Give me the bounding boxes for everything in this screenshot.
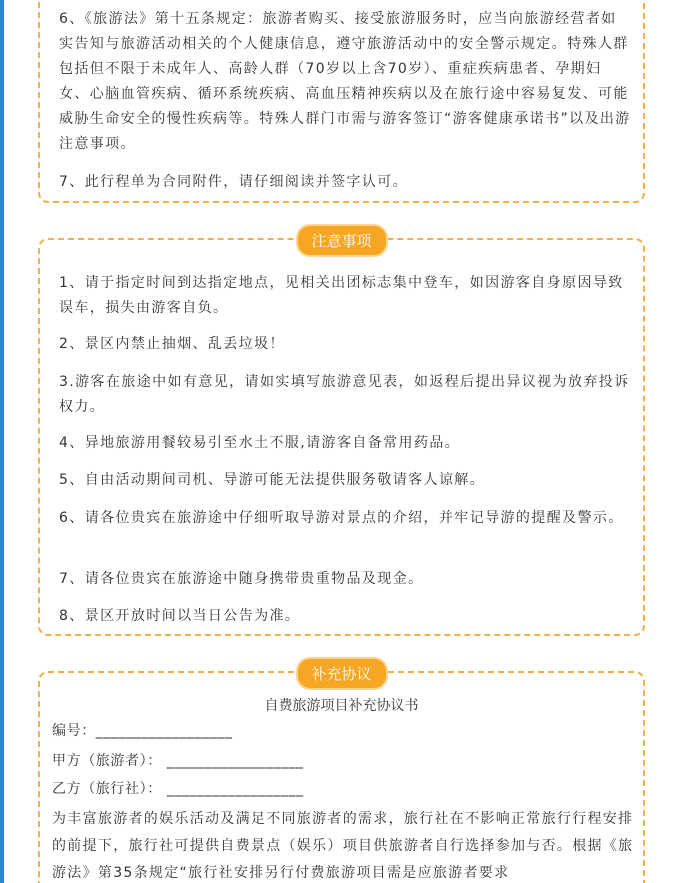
precaution-item-4: 4、异地旅游用餐较易引至水土不服,请游客自备常用药品。 xyxy=(59,435,461,451)
health-notice-panel xyxy=(38,0,645,203)
precaution-item-7: 7、请各位贵宾在旅游途中随身携带贵重物品及现金。 xyxy=(59,571,424,587)
precaution-item-6: 6、请各位贵宾在旅游途中仔细听取导游对景点的介绍，并牢记导游的提醒及警示。 xyxy=(59,510,624,526)
supplementary-agreement-panel xyxy=(38,665,645,883)
precaution-item-1: 1、请于指定时间到达指定地点，见相关出团标志集中登车，如因游客自身原因导致误车，损失由游客自负。 xyxy=(59,275,624,316)
precaution-item-2: 2、景区内禁止抽烟、乱丢垃圾！ xyxy=(59,336,285,352)
left-accent-stripe xyxy=(0,0,4,883)
precaution-item-5: 5、自由活动期间司机、导游可能无法提供服务敬请客人谅解。 xyxy=(59,472,486,488)
agreement-body: 为丰富旅游者的娱乐活动及满足不同旅游者的需求，旅行社在不影响正常旅行行程安排的前提下，旅行社可提供自费景点（娱乐）项目供旅游者自行选择参加与否。根据《旅游法》第35条规定“旅行社安排另行付费旅游项目需是应旅游者要求 xyxy=(52,811,634,881)
notice-item-6: 6、《旅游法》第十五条规定：旅游者购买、接受旅游服务时，应当向旅游经营者如实告知与旅游活动相关的个人健康信息，遵守旅游活动中的安全警示规定。特殊人群包括但不限于未成年人、高龄人群（70岁以上含70岁）、重症疾病患者、孕期妇女、心脑血管疾病、循环系统疾病、高血压精神疾病以及在旅行途中容易复发、可能威胁生命安全的慢性疾病等。特殊人群门市需与游客签订“游客健康承诺书”以及出游注意事项。 xyxy=(59,11,631,152)
precautions-panel xyxy=(38,232,645,636)
notice-item-7: 7、此行程单为合同附件，请仔细阅读并签字认可。 xyxy=(59,174,409,190)
party-b-field: 乙方（旅行社）： __________________ xyxy=(52,781,304,797)
precautions-badge: 注意事项 xyxy=(295,224,387,257)
party-a-field: 甲方（旅游者）： __________________ xyxy=(52,753,304,769)
precaution-item-3: 3.游客在旅途中如有意见，请如实填写旅游意见表，如返程后提出异议视为放弃投诉权力。 xyxy=(59,374,630,415)
precaution-item-8: 8、景区开放时间以当日公告为准。 xyxy=(59,608,301,624)
agreement-number-field: 编号：__________________ xyxy=(52,723,233,739)
supplementary-badge: 补充协议 xyxy=(295,657,387,690)
agreement-title: 自费旅游项目补充协议书 xyxy=(264,698,419,714)
